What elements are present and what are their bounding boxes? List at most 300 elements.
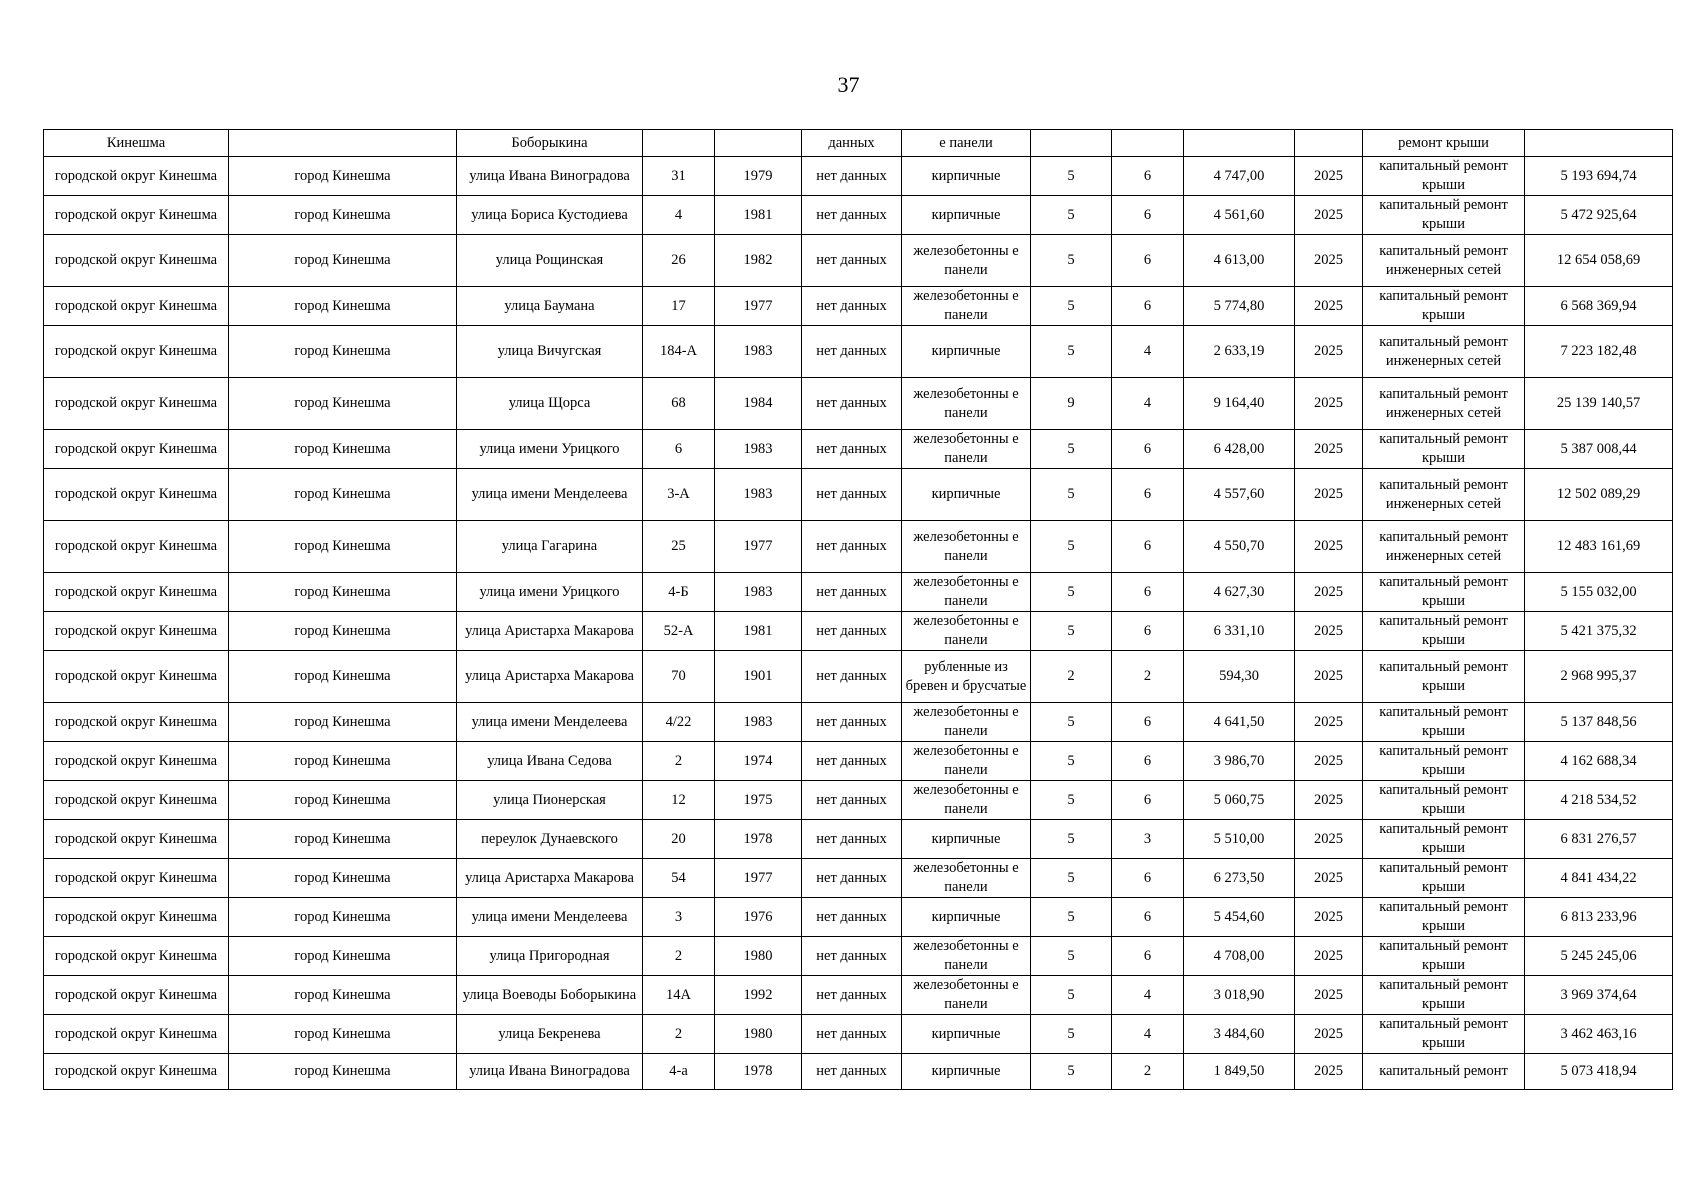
planned-year-cell: 2025: [1295, 859, 1363, 898]
house-number-cell: 4-а: [643, 1054, 715, 1090]
work-type-cell: капитальный ремонт инженерных сетей: [1363, 469, 1525, 521]
housing-register-table: [43, 129, 1673, 1090]
municipality-cell: городской округ Кинешма: [44, 820, 229, 859]
municipality-cell: городской округ Кинешма: [44, 781, 229, 820]
settlement-cell: город Кинешма: [229, 742, 457, 781]
planned-year-cell: 2025: [1295, 937, 1363, 976]
street-cell: переулок Дунаевского: [457, 820, 643, 859]
municipality-cell: городской округ Кинешма: [44, 612, 229, 651]
floors-cell: 9: [1031, 378, 1112, 430]
floors-cell: 5: [1031, 859, 1112, 898]
wall-material-cell: кирпичные: [902, 898, 1031, 937]
street-cell: улица Аристарха Макарова: [457, 651, 643, 703]
floors-cell: 5: [1031, 469, 1112, 521]
wall-material-cell: железобетонны е панели: [902, 378, 1031, 430]
planned-year-cell: 2025: [1295, 1054, 1363, 1090]
entrances-cell: [1112, 130, 1184, 157]
table-row: [44, 742, 1673, 781]
municipality-cell: городской округ Кинешма: [44, 651, 229, 703]
year-built-cell: 1983: [715, 469, 802, 521]
municipality-cell: городской округ Кинешма: [44, 287, 229, 326]
floors-cell: 5: [1031, 1015, 1112, 1054]
work-type-cell: капитальный ремонт инженерных сетей: [1363, 235, 1525, 287]
table-row: [44, 612, 1673, 651]
settlement-cell: город Кинешма: [229, 287, 457, 326]
table-row: [44, 196, 1673, 235]
year-commissioned-cell: нет данных: [802, 287, 902, 326]
settlement-cell: город Кинешма: [229, 976, 457, 1015]
work-type-cell: капитальный ремонт крыши: [1363, 859, 1525, 898]
cost-cell: 4 218 534,52: [1525, 781, 1673, 820]
year-commissioned-cell: нет данных: [802, 326, 902, 378]
cost-cell: 12 502 089,29: [1525, 469, 1673, 521]
table-row: [44, 326, 1673, 378]
year-commissioned-cell: нет данных: [802, 469, 902, 521]
year-built-cell: 1977: [715, 521, 802, 573]
entrances-cell: 4: [1112, 1015, 1184, 1054]
cost-cell: 5 137 848,56: [1525, 703, 1673, 742]
table-row: [44, 235, 1673, 287]
wall-material-cell: железобетонны е панели: [902, 859, 1031, 898]
wall-material-cell: железобетонны е панели: [902, 703, 1031, 742]
cost-cell: 5 387 008,44: [1525, 430, 1673, 469]
area-cell: 2 633,19: [1184, 326, 1295, 378]
floors-cell: 5: [1031, 612, 1112, 651]
house-number-cell: 26: [643, 235, 715, 287]
floors-cell: 5: [1031, 1054, 1112, 1090]
street-cell: улица Аристарха Макарова: [457, 612, 643, 651]
municipality-cell: городской округ Кинешма: [44, 898, 229, 937]
year-built-cell: 1978: [715, 1054, 802, 1090]
cost-cell: 5 472 925,64: [1525, 196, 1673, 235]
wall-material-cell: железобетонны е панели: [902, 521, 1031, 573]
wall-material-cell: кирпичные: [902, 326, 1031, 378]
house-number-cell: 70: [643, 651, 715, 703]
street-cell: улица Ивана Виноградова: [457, 157, 643, 196]
floors-cell: 5: [1031, 235, 1112, 287]
work-type-cell: капитальный ремонт инженерных сетей: [1363, 521, 1525, 573]
cost-cell: 12 654 058,69: [1525, 235, 1673, 287]
municipality-cell: городской округ Кинешма: [44, 1054, 229, 1090]
house-number-cell: 4/22: [643, 703, 715, 742]
municipality-cell: городской округ Кинешма: [44, 196, 229, 235]
municipality-cell: городской округ Кинешма: [44, 469, 229, 521]
entrances-cell: 6: [1112, 287, 1184, 326]
house-number-cell: 3-А: [643, 469, 715, 521]
floors-cell: 5: [1031, 326, 1112, 378]
municipality-cell: городской округ Кинешма: [44, 235, 229, 287]
year-built-cell: 1983: [715, 573, 802, 612]
work-type-cell: капитальный ремонт крыши: [1363, 157, 1525, 196]
floors-cell: 5: [1031, 430, 1112, 469]
planned-year-cell: 2025: [1295, 781, 1363, 820]
house-number-cell: 6: [643, 430, 715, 469]
settlement-cell: город Кинешма: [229, 612, 457, 651]
planned-year-cell: 2025: [1295, 326, 1363, 378]
wall-material-cell: кирпичные: [902, 157, 1031, 196]
year-built-cell: 1983: [715, 326, 802, 378]
house-number-cell: 3: [643, 898, 715, 937]
table-row: [44, 1015, 1673, 1054]
area-cell: 5 454,60: [1184, 898, 1295, 937]
settlement-cell: город Кинешма: [229, 521, 457, 573]
planned-year-cell: 2025: [1295, 521, 1363, 573]
house-number-cell: 25: [643, 521, 715, 573]
cost-cell: 2 968 995,37: [1525, 651, 1673, 703]
house-number-cell: 68: [643, 378, 715, 430]
year-built-cell: 1980: [715, 937, 802, 976]
year-built-cell: 1901: [715, 651, 802, 703]
street-cell: улица Ивана Виноградова: [457, 1054, 643, 1090]
planned-year-cell: 2025: [1295, 430, 1363, 469]
floors-cell: 5: [1031, 157, 1112, 196]
street-cell: улица имени Менделеева: [457, 469, 643, 521]
floors-cell: 5: [1031, 820, 1112, 859]
planned-year-cell: 2025: [1295, 742, 1363, 781]
street-cell: улица Вичугская: [457, 326, 643, 378]
settlement-cell: город Кинешма: [229, 1054, 457, 1090]
cost-cell: 3 462 463,16: [1525, 1015, 1673, 1054]
municipality-cell: городской округ Кинешма: [44, 157, 229, 196]
year-built-cell: 1984: [715, 378, 802, 430]
area-cell: 3 484,60: [1184, 1015, 1295, 1054]
cost-cell: 4 162 688,34: [1525, 742, 1673, 781]
year-commissioned-cell: нет данных: [802, 976, 902, 1015]
year-commissioned-cell: нет данных: [802, 781, 902, 820]
settlement-cell: город Кинешма: [229, 859, 457, 898]
settlement-cell: город Кинешма: [229, 196, 457, 235]
planned-year-cell: [1295, 130, 1363, 157]
street-cell: улица Щорса: [457, 378, 643, 430]
year-built-cell: 1978: [715, 820, 802, 859]
year-built-cell: 1981: [715, 196, 802, 235]
cost-cell: 4 841 434,22: [1525, 859, 1673, 898]
municipality-cell: городской округ Кинешма: [44, 976, 229, 1015]
year-commissioned-cell: нет данных: [802, 573, 902, 612]
street-cell: улица Рощинская: [457, 235, 643, 287]
area-cell: 1 849,50: [1184, 1054, 1295, 1090]
floors-cell: 5: [1031, 937, 1112, 976]
settlement-cell: город Кинешма: [229, 430, 457, 469]
planned-year-cell: 2025: [1295, 703, 1363, 742]
entrances-cell: 6: [1112, 157, 1184, 196]
work-type-cell: капитальный ремонт инженерных сетей: [1363, 326, 1525, 378]
planned-year-cell: 2025: [1295, 157, 1363, 196]
area-cell: 3 018,90: [1184, 976, 1295, 1015]
floors-cell: [1031, 130, 1112, 157]
work-type-cell: капитальный ремонт крыши: [1363, 898, 1525, 937]
municipality-cell: городской округ Кинешма: [44, 430, 229, 469]
year-commissioned-cell: нет данных: [802, 898, 902, 937]
work-type-cell: капитальный ремонт инженерных сетей: [1363, 378, 1525, 430]
year-built-cell: 1981: [715, 612, 802, 651]
table-row: [44, 703, 1673, 742]
floors-cell: 2: [1031, 651, 1112, 703]
year-commissioned-cell: нет данных: [802, 235, 902, 287]
year-built-cell: 1982: [715, 235, 802, 287]
wall-material-cell: железобетонны е панели: [902, 430, 1031, 469]
table-row: [44, 898, 1673, 937]
wall-material-cell: железобетонны е панели: [902, 742, 1031, 781]
area-cell: [1184, 130, 1295, 157]
entrances-cell: 4: [1112, 378, 1184, 430]
settlement-cell: город Кинешма: [229, 326, 457, 378]
page-number: 37: [837, 72, 860, 97]
settlement-cell: город Кинешма: [229, 469, 457, 521]
year-commissioned-cell: нет данных: [802, 157, 902, 196]
cost-cell: 6 831 276,57: [1525, 820, 1673, 859]
entrances-cell: 6: [1112, 521, 1184, 573]
year-commissioned-cell: нет данных: [802, 378, 902, 430]
house-number-cell: 4-Б: [643, 573, 715, 612]
settlement-cell: город Кинешма: [229, 378, 457, 430]
settlement-cell: город Кинешма: [229, 651, 457, 703]
cost-cell: 5 245 245,06: [1525, 937, 1673, 976]
street-cell: Боборыкина: [457, 130, 643, 157]
work-type-cell: капитальный ремонт крыши: [1363, 820, 1525, 859]
floors-cell: 5: [1031, 976, 1112, 1015]
area-cell: 5 774,80: [1184, 287, 1295, 326]
area-cell: 6 428,00: [1184, 430, 1295, 469]
street-cell: улица имени Урицкого: [457, 430, 643, 469]
work-type-cell: капитальный ремонт крыши: [1363, 573, 1525, 612]
cost-cell: 5 155 032,00: [1525, 573, 1673, 612]
work-type-cell: капитальный ремонт крыши: [1363, 612, 1525, 651]
year-commissioned-cell: нет данных: [802, 430, 902, 469]
wall-material-cell: железобетонны е панели: [902, 937, 1031, 976]
entrances-cell: 6: [1112, 469, 1184, 521]
entrances-cell: 3: [1112, 820, 1184, 859]
table-row: [44, 130, 1673, 157]
house-number-cell: 14А: [643, 976, 715, 1015]
work-type-cell: капитальный ремонт крыши: [1363, 937, 1525, 976]
area-cell: 4 747,00: [1184, 157, 1295, 196]
house-number-cell: [643, 130, 715, 157]
planned-year-cell: 2025: [1295, 651, 1363, 703]
house-number-cell: 52-А: [643, 612, 715, 651]
entrances-cell: 6: [1112, 612, 1184, 651]
municipality-cell: городской округ Кинешма: [44, 521, 229, 573]
table-row: [44, 651, 1673, 703]
table-row: [44, 287, 1673, 326]
planned-year-cell: 2025: [1295, 469, 1363, 521]
wall-material-cell: рубленные из бревен и брусчатые: [902, 651, 1031, 703]
area-cell: 9 164,40: [1184, 378, 1295, 430]
street-cell: улица имени Менделеева: [457, 703, 643, 742]
settlement-cell: город Кинешма: [229, 703, 457, 742]
floors-cell: 5: [1031, 898, 1112, 937]
table-row: [44, 469, 1673, 521]
year-commissioned-cell: нет данных: [802, 521, 902, 573]
municipality-cell: городской округ Кинешма: [44, 703, 229, 742]
street-cell: улица Бориса Кустодиева: [457, 196, 643, 235]
entrances-cell: 6: [1112, 898, 1184, 937]
house-number-cell: 4: [643, 196, 715, 235]
year-built-cell: 1977: [715, 287, 802, 326]
house-number-cell: 184-А: [643, 326, 715, 378]
municipality-cell: городской округ Кинешма: [44, 1015, 229, 1054]
year-commissioned-cell: нет данных: [802, 742, 902, 781]
cost-cell: 7 223 182,48: [1525, 326, 1673, 378]
year-commissioned-cell: данных: [802, 130, 902, 157]
year-built-cell: 1974: [715, 742, 802, 781]
area-cell: 4 708,00: [1184, 937, 1295, 976]
area-cell: 6 331,10: [1184, 612, 1295, 651]
area-cell: 4 627,30: [1184, 573, 1295, 612]
entrances-cell: 6: [1112, 937, 1184, 976]
floors-cell: 5: [1031, 573, 1112, 612]
house-number-cell: 2: [643, 742, 715, 781]
area-cell: 4 561,60: [1184, 196, 1295, 235]
wall-material-cell: железобетонны е панели: [902, 781, 1031, 820]
cost-cell: 3 969 374,64: [1525, 976, 1673, 1015]
cost-cell: 12 483 161,69: [1525, 521, 1673, 573]
work-type-cell: капитальный ремонт крыши: [1363, 430, 1525, 469]
entrances-cell: 6: [1112, 742, 1184, 781]
settlement-cell: город Кинешма: [229, 1015, 457, 1054]
wall-material-cell: железобетонны е панели: [902, 612, 1031, 651]
table-row: [44, 976, 1673, 1015]
floors-cell: 5: [1031, 703, 1112, 742]
cost-cell: 6 813 233,96: [1525, 898, 1673, 937]
table-row: [44, 430, 1673, 469]
work-type-cell: капитальный ремонт крыши: [1363, 196, 1525, 235]
cost-cell: 5 073 418,94: [1525, 1054, 1673, 1090]
house-number-cell: 54: [643, 859, 715, 898]
entrances-cell: 6: [1112, 196, 1184, 235]
work-type-cell: капитальный ремонт: [1363, 1054, 1525, 1090]
table-row: [44, 781, 1673, 820]
year-commissioned-cell: нет данных: [802, 1015, 902, 1054]
work-type-cell: капитальный ремонт крыши: [1363, 287, 1525, 326]
year-built-cell: 1980: [715, 1015, 802, 1054]
wall-material-cell: кирпичные: [902, 469, 1031, 521]
wall-material-cell: е панели: [902, 130, 1031, 157]
street-cell: улица имени Менделеева: [457, 898, 643, 937]
wall-material-cell: кирпичные: [902, 196, 1031, 235]
planned-year-cell: 2025: [1295, 976, 1363, 1015]
house-number-cell: 20: [643, 820, 715, 859]
settlement-cell: город Кинешма: [229, 781, 457, 820]
planned-year-cell: 2025: [1295, 573, 1363, 612]
table-row: [44, 157, 1673, 196]
area-cell: 4 550,70: [1184, 521, 1295, 573]
table-row: [44, 573, 1673, 612]
area-cell: 4 613,00: [1184, 235, 1295, 287]
year-built-cell: 1975: [715, 781, 802, 820]
entrances-cell: 4: [1112, 326, 1184, 378]
year-commissioned-cell: нет данных: [802, 937, 902, 976]
entrances-cell: 6: [1112, 430, 1184, 469]
planned-year-cell: 2025: [1295, 612, 1363, 651]
planned-year-cell: 2025: [1295, 378, 1363, 430]
year-commissioned-cell: нет данных: [802, 196, 902, 235]
work-type-cell: капитальный ремонт крыши: [1363, 781, 1525, 820]
street-cell: улица Гагарина: [457, 521, 643, 573]
wall-material-cell: железобетонны е панели: [902, 976, 1031, 1015]
municipality-cell: городской округ Кинешма: [44, 326, 229, 378]
settlement-cell: город Кинешма: [229, 898, 457, 937]
entrances-cell: 6: [1112, 703, 1184, 742]
area-cell: 4 557,60: [1184, 469, 1295, 521]
year-commissioned-cell: нет данных: [802, 820, 902, 859]
work-type-cell: капитальный ремонт крыши: [1363, 976, 1525, 1015]
planned-year-cell: 2025: [1295, 196, 1363, 235]
table-row: [44, 521, 1673, 573]
year-built-cell: 1983: [715, 703, 802, 742]
planned-year-cell: 2025: [1295, 898, 1363, 937]
year-commissioned-cell: нет данных: [802, 703, 902, 742]
entrances-cell: 6: [1112, 573, 1184, 612]
entrances-cell: 6: [1112, 235, 1184, 287]
floors-cell: 5: [1031, 287, 1112, 326]
planned-year-cell: 2025: [1295, 820, 1363, 859]
wall-material-cell: железобетонны е панели: [902, 573, 1031, 612]
year-commissioned-cell: нет данных: [802, 1054, 902, 1090]
floors-cell: 5: [1031, 742, 1112, 781]
settlement-cell: город Кинешма: [229, 235, 457, 287]
wall-material-cell: кирпичные: [902, 1054, 1031, 1090]
municipality-cell: Кинешма: [44, 130, 229, 157]
street-cell: улица Пионерская: [457, 781, 643, 820]
entrances-cell: 6: [1112, 781, 1184, 820]
table-row: [44, 937, 1673, 976]
street-cell: улица Пригородная: [457, 937, 643, 976]
municipality-cell: городской округ Кинешма: [44, 742, 229, 781]
year-commissioned-cell: нет данных: [802, 612, 902, 651]
cost-cell: [1525, 130, 1673, 157]
work-type-cell: капитальный ремонт крыши: [1363, 703, 1525, 742]
planned-year-cell: 2025: [1295, 1015, 1363, 1054]
floors-cell: 5: [1031, 781, 1112, 820]
area-cell: 6 273,50: [1184, 859, 1295, 898]
house-number-cell: 17: [643, 287, 715, 326]
table-row: [44, 820, 1673, 859]
municipality-cell: городской округ Кинешма: [44, 573, 229, 612]
wall-material-cell: кирпичные: [902, 820, 1031, 859]
year-built-cell: 1979: [715, 157, 802, 196]
settlement-cell: город Кинешма: [229, 820, 457, 859]
cost-cell: 5 421 375,32: [1525, 612, 1673, 651]
table-row: [44, 1054, 1673, 1090]
wall-material-cell: железобетонны е панели: [902, 287, 1031, 326]
area-cell: 594,30: [1184, 651, 1295, 703]
entrances-cell: 2: [1112, 651, 1184, 703]
area-cell: 5 510,00: [1184, 820, 1295, 859]
wall-material-cell: железобетонны е панели: [902, 235, 1031, 287]
table-row: [44, 378, 1673, 430]
house-number-cell: 31: [643, 157, 715, 196]
street-cell: улица Ивана Седова: [457, 742, 643, 781]
cost-cell: 25 139 140,57: [1525, 378, 1673, 430]
house-number-cell: 2: [643, 1015, 715, 1054]
area-cell: 3 986,70: [1184, 742, 1295, 781]
settlement-cell: [229, 130, 457, 157]
street-cell: улица имени Урицкого: [457, 573, 643, 612]
settlement-cell: город Кинешма: [229, 937, 457, 976]
work-type-cell: ремонт крыши: [1363, 130, 1525, 157]
year-built-cell: 1992: [715, 976, 802, 1015]
area-cell: 4 641,50: [1184, 703, 1295, 742]
entrances-cell: 6: [1112, 859, 1184, 898]
year-built-cell: 1983: [715, 430, 802, 469]
planned-year-cell: 2025: [1295, 235, 1363, 287]
year-commissioned-cell: нет данных: [802, 859, 902, 898]
year-built-cell: 1977: [715, 859, 802, 898]
cost-cell: 6 568 369,94: [1525, 287, 1673, 326]
settlement-cell: город Кинешма: [229, 157, 457, 196]
street-cell: улица Баумана: [457, 287, 643, 326]
